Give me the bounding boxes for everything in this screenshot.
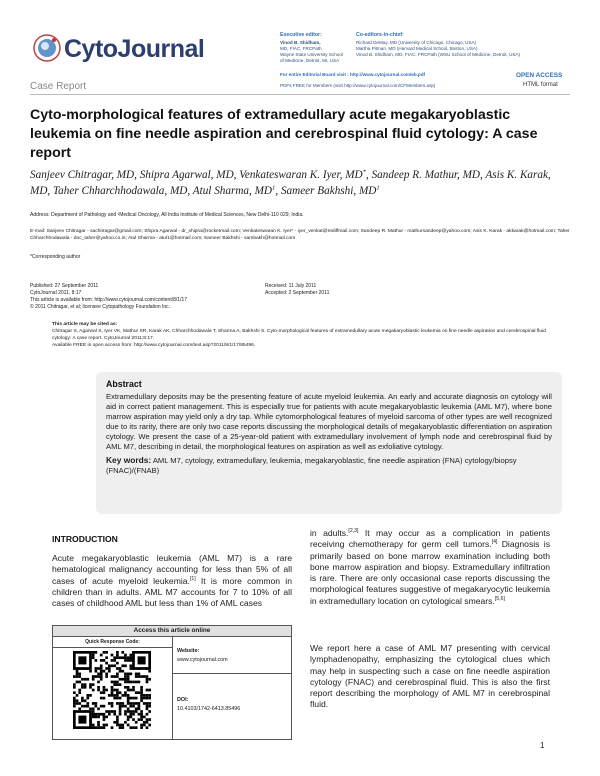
doi-value[interactable]: 10.4103/1742-6413.85496 (177, 706, 241, 712)
author: , Sandeep R. Mathur, MD, (365, 169, 483, 181)
logo-mark-icon (32, 32, 62, 64)
publication-info (30, 283, 570, 311)
author-address: Address: Department of Pathology and ¹Medical Oncology, All India Institute of Medical Sciences, New Delhi-110 029, India. (30, 212, 304, 218)
editorial-board-link[interactable]: For entire Editorial Board visit : http://www.cytojournal.com/eb.pdf (280, 72, 426, 77)
intro-paragraph-2: in adults.[2,3] It may occur as a complication in patients receiving chemotherapy for germ cell tumors.[4] Diagnosis is primarily based on bone marrow examination including both bone marrow aspiration and biopsy. Extramedullary infiltration is rare. There are only occasional case reports discussing the morphological features suggestive of megakaryocytic leukemia in extramedullary location on cytological smears.[5,6] (310, 528, 550, 606)
reference-marker[interactable]: [1] (189, 575, 196, 582)
abstract-box (96, 372, 562, 514)
cite-text: Chitragar S, Agarwal S, Iyer VK, Mathur SR, Karak AK, Chharchhodawala T, Sharma A, Bakhshi S. Cyto-morphological features of extramedullary acute megakaryoblastic leukemia on fine needle aspiration and cerebrospinal fluid cytology: A case report. CytoJournal 2011;8:17. (52, 329, 546, 341)
accepted-date: Accepted: 2 September 2011 (265, 290, 330, 296)
executive-editor-line: Vinod B. Shidham, (280, 40, 321, 45)
reference-marker[interactable]: [4] (491, 539, 498, 546)
open-access-label: OPEN ACCESS (516, 72, 563, 79)
doi-label: DOI: (177, 697, 189, 703)
author-marker: 1 (272, 184, 276, 192)
coeditors-block (356, 32, 576, 58)
reference-marker[interactable]: [2,3] (348, 528, 359, 535)
qr-code-icon[interactable] (73, 651, 151, 729)
keywords-label: Key words: (106, 454, 152, 465)
access-box-header: Access this article online (53, 626, 291, 637)
copyright: © 2011 Chitragar, et al; licensee Cytopathology Foundation Inc. (30, 304, 171, 310)
cite-free[interactable]: Available FREE in open access from: http://www.cytojournal.com/text.asp?2011/8/1/17/85496. (52, 343, 256, 348)
coeditor-line: Richard DeMay, MD (University of Chicago, Chicago, USA) (356, 40, 477, 45)
author: Shipra Agarwal, MD, (139, 169, 237, 181)
access-info-cell (173, 637, 291, 739)
corresponding-note: *Corresponding author (30, 254, 81, 260)
cite-label: This article may be cited as: (52, 322, 118, 327)
abstract-text: Extramedullary deposits may be the presenting feature of acute myeloid leukemia. An early and accurate diagnosis on cytology will aid in correct patient management. This is especially true for patients with acute megakaryoblastic leukemia (AML M7), where bone marrow aspiration may yield only a dry tap. While cytomorphological features of myeloid sarcoma of other types are well recognized due to its rarity, there are only two case reports discussing the morphological details of megakaryoblastic differentiation on aspiration cytology. We present the case of a 25-year-old patient with extramedullary involvement of lymph node and cerebrospinal fluid by AML M7, describing in detail, the morphological features on aspiration as well as exfoliative cytology. (106, 392, 552, 452)
pdfs-free-link[interactable]: PDFs FREE for Members (visit http://www.cytojournal.com/CFMembers.asp) (280, 83, 436, 88)
coeditors-label: Co-editors-in-chief: (356, 32, 404, 38)
author-emails: E-mail: Sanjeev Chitragar - sachitragar@gmail.com; Shipra Agarwal - dr_shipra@rocketmail.com; Venkateswaran K. Iyer* - iyer_venkat@rediffmail.com; Sandeep R. Mathur - mathursandeep@yahoo.com; Asis K. Karak - akkarak@hotmail.com; Taher Chharchhodawala - doc_taher@yahoo.co.in; Atul Sharma - atul1@hotmail.com; Sameer Bakhshi - sambakh@hotmail.com (30, 229, 570, 241)
access-box (52, 625, 292, 740)
intro-heading: INTRODUCTION (52, 534, 118, 544)
published-date: Published: 27 September 2011 (30, 283, 99, 289)
header-divider (30, 94, 570, 95)
coeditor-line: Vinod B. Shidham, MD, FIAC, FRCPath (WSU School of Medicine, Detroit, USA) (356, 52, 521, 57)
intro-paragraph-1: Acute megakaryoblastic leukemia (AML M7) is a rare hematological malignancy accounting for less than 5% of all cases of acute myeloid leukemia.[1] It is more common in children than in adults. AML M7 accounts for 7 to 10% of all cases of childhood AML but less than 1% of AML cases (52, 553, 292, 609)
author: Venkateswaran K. Iyer, MD (239, 169, 363, 181)
citation-short: CytoJournal 2011, 8:17 (30, 290, 82, 296)
received-date: Received: 11 July 2011 (265, 283, 317, 289)
executive-editor-line: MD, FIAC, FRCPath (280, 46, 322, 51)
executive-editor-line: Wayne State University School (280, 52, 343, 57)
qr-code-cell (53, 637, 173, 739)
article-url[interactable]: This article is available from: http://www.cytojournal.com/content/8/1/17 (30, 297, 188, 303)
website-link[interactable]: www.cytojournal.com (177, 657, 228, 663)
author: , Sameer Bakhshi, MD (275, 185, 377, 197)
executive-editor-block (280, 32, 360, 64)
abstract-heading: Abstract (106, 379, 142, 389)
citation-box (52, 321, 562, 349)
page-number: 1 (540, 741, 545, 750)
author-marker: * (362, 168, 366, 176)
journal-logo (30, 32, 260, 66)
article-title: Cyto-morphological features of extramedullary acute megakaryoblastic leukemia on fine needle aspiration and cerebrospinal fluid cytology: A case report (30, 107, 538, 161)
coeditor-line: Martha Pitman, MD (Harvard Medical School, Boston, USA) (356, 46, 478, 51)
article-type: Case Report (30, 81, 87, 92)
logo-text: CytoJournal (64, 35, 205, 63)
reference-marker[interactable]: [5,6] (494, 595, 505, 602)
author: Sanjeev Chitragar, MD, (30, 169, 137, 181)
keywords (106, 455, 552, 476)
author-marker: 1 (376, 184, 380, 192)
html-format-label: HTML format (523, 82, 558, 88)
website-label: Website: (177, 648, 200, 654)
author: Asis K. Karak, MD, Taher Chharchhodawala, MD, Atul Sharma, MD (30, 169, 551, 197)
executive-editor-line: of Medicine, Detroit, MI, USA (280, 58, 340, 63)
author-list (30, 167, 570, 199)
qr-code-label: Quick Response Code: (53, 639, 172, 648)
executive-editor-label: Executive editor: (280, 32, 322, 38)
intro-paragraph-3: We report here a case of AML M7 presenting with cervical lymphadenopathy, emphasizing the cytological clues which may help in suspecting such a case on fine needle aspiration cytology (FNAC) and cerebrospinal fluid. This is also the first report describing the morphology of AML M7 in cerebrospinal fluid. (310, 643, 550, 710)
keywords-text: AML M7, cytology, extramedullary, leukemia, megakaryoblastic, fine needle aspiration (FNA) cytology/biopsy (FNAC)/(FNAB) (106, 455, 517, 475)
